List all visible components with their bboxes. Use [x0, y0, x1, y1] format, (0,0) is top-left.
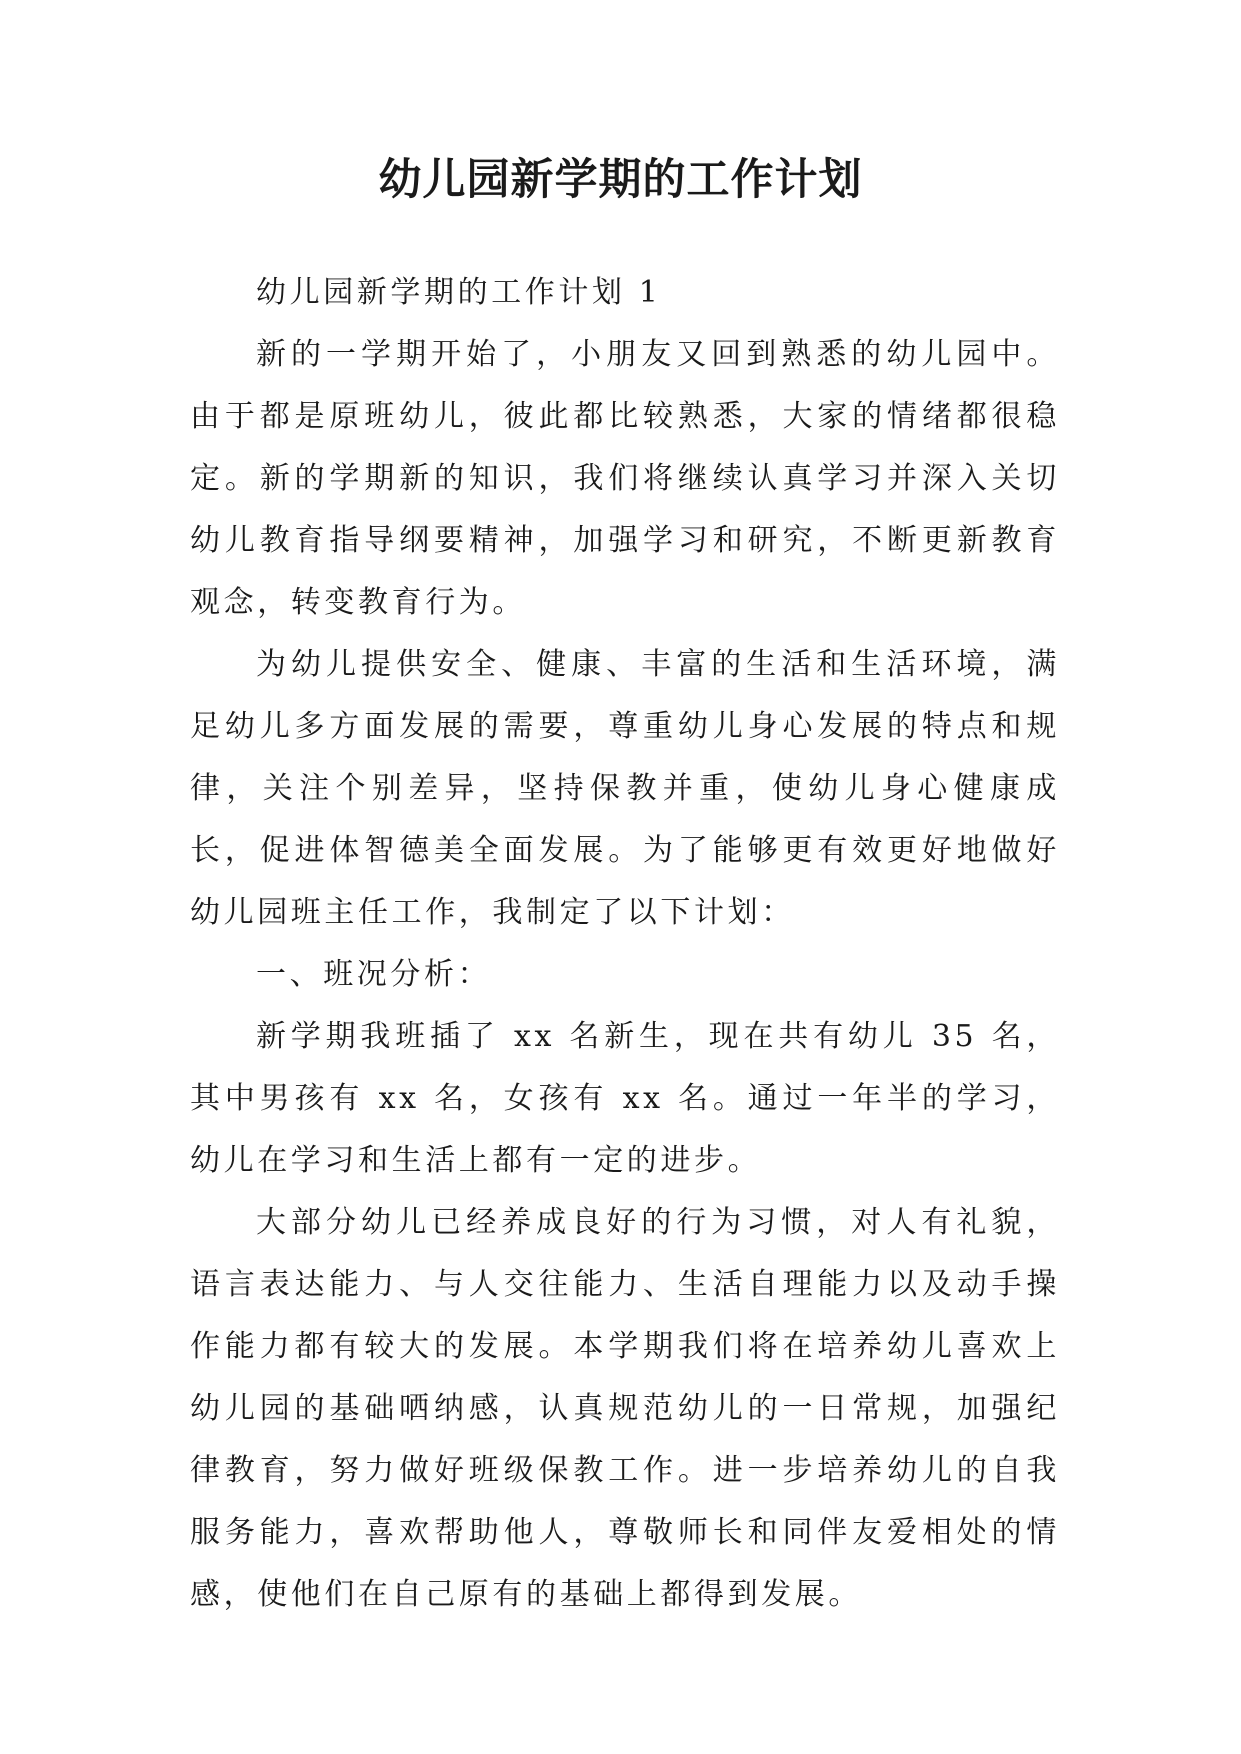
body-paragraph: 新的一学期开始了，小朋友又回到熟悉的幼儿园中。由于都是原班幼儿，彼此都比较熟悉，大家的情绪都很稳定。新的学期新的知识，我们将继续认真学习并深入关切幼儿教育指导纲要精神，加强学习和研究，不断更新教育观念，转变教育行为。 [190, 337, 1060, 620]
body-paragraph: 大部分幼儿已经养成良好的行为习惯，对人有礼貌，语言表达能力、与人交往能力、生活自理能力以及动手操作能力都有较大的发展。本学期我们将在培养幼儿喜欢上幼儿园的基础哂纳感，认真规范幼儿的一日常规，加强纪律教育，努力做好班级保教工作。进一步培养幼儿的自我服务能力，喜欢帮助他人，尊敬师长和同伴友爱相处的情感，使他们在自己原有的基础上都得到发展。 [190, 1205, 1060, 1612]
subtitle-paragraph: 幼儿园新学期的工作计划 1 [256, 275, 662, 310]
body-paragraph: 为幼儿提供安全、健康、丰富的生活和生活环境，满足幼儿多方面发展的需要，尊重幼儿身心发展的特点和规律，关注个别差异，坚持保教并重，使幼儿身心健康成长，促进体智德美全面发展。为了能够更有效更好地做好幼儿园班主任工作，我制定了以下计划： [190, 647, 1060, 930]
document-body [190, 262, 1060, 1626]
document-title: 幼儿园新学期的工作计划 [378, 155, 863, 205]
body-paragraph: 新学期我班插了 xx 名新生，现在共有幼儿 35 名，其中男孩有 xx 名，女孩有 xx 名。通过一年半的学习，幼儿在学习和生活上都有一定的进步。 [190, 1019, 1060, 1178]
section-heading: 一、班况分析： [256, 957, 492, 992]
